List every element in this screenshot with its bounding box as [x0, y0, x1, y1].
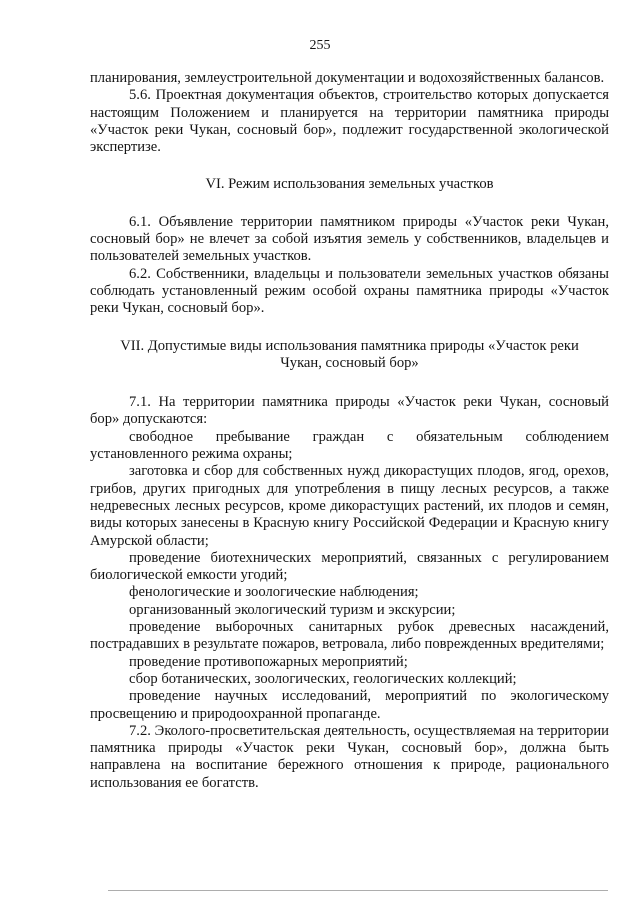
paragraph-6-1: 6.1. Объявление территории памятником природы «Участок реки Чукан, сосновый бор» не влечет за собой изъятия земель у собственников, владельцев и пользователей земельных участков. — [90, 213, 609, 265]
section-heading-vii — [90, 338, 609, 373]
paragraph-6-2: 6.2. Собственники, владельцы и пользователи земельных участков обязаны соблюдать установленный режим особой охраны памятника природы «Участок реки Чукан, сосновый бор». — [90, 265, 609, 317]
paragraph-5-6: 5.6. Проектная документация объектов, строительство которых допускается настоящим Положением и планируется на территории памятника природы «Участок реки Чукан, сосновый бор», подлежит государственной экологической экспертизе. — [90, 87, 609, 156]
paragraph-7-2: 7.2. Эколого-просветительская деятельность, осуществляемая на территории памятника природы «Участок реки Чукан, сосновый бор», должна быть направлена на воспитание бережного отношения к природе, рационального использования ее богатств. — [90, 722, 609, 791]
document-body — [90, 70, 609, 792]
section-heading-vii-line-2: Чукан, сосновый бор» — [280, 354, 419, 371]
list-item: сбор ботанических, зоологических, геологических коллекций; — [129, 670, 517, 687]
page-number: 255 — [309, 38, 331, 53]
list-item: заготовка и сбор для собственных нужд дикорастущих плодов, ягод, орехов, грибов, других пригодных для употребления в пищу лесных ресурсов, а также недревесных лесных ресурсов, кроме дикорастущих растений, их плодов и семян, виды которых занесены в Красную книгу Российской Федерации и Красную книгу Амурской области; — [90, 463, 609, 549]
paragraph-7-1: 7.1. На территории памятника природы «Участок реки Чукан, сосновый бор» допускаются: — [90, 394, 609, 428]
list-item: организованный экологический туризм и экскурсии; — [129, 601, 456, 618]
scan-edge-line — [108, 890, 608, 891]
section-heading-vii-line-1: VII. Допустимые виды использования памятника природы «Участок реки — [120, 337, 579, 354]
section-heading-vi: VI. Режим использования земельных участков — [205, 176, 494, 193]
list-item: проведение выборочных санитарных рубок древесных насаждений, пострадавших в результате пожаров, ветровала, либо поврежденных вредителями; — [90, 619, 609, 653]
paragraph-continuation: планирования, землеустроительной документации и водохозяйственных балансов. — [90, 70, 605, 86]
list-item: проведение противопожарных мероприятий; — [129, 653, 408, 670]
list-item: фенологические и зоологические наблюдения; — [129, 584, 419, 601]
list-item: проведение научных исследований, мероприятий по экологическому просвещению и природоохранной пропаганде. — [90, 688, 609, 722]
list-item: свободное пребывание граждан с обязательным соблюдением установленного режима охраны; — [90, 428, 609, 463]
list-item: проведение биотехнических мероприятий, связанных с регулированием биологической емкости угодий; — [90, 549, 609, 584]
